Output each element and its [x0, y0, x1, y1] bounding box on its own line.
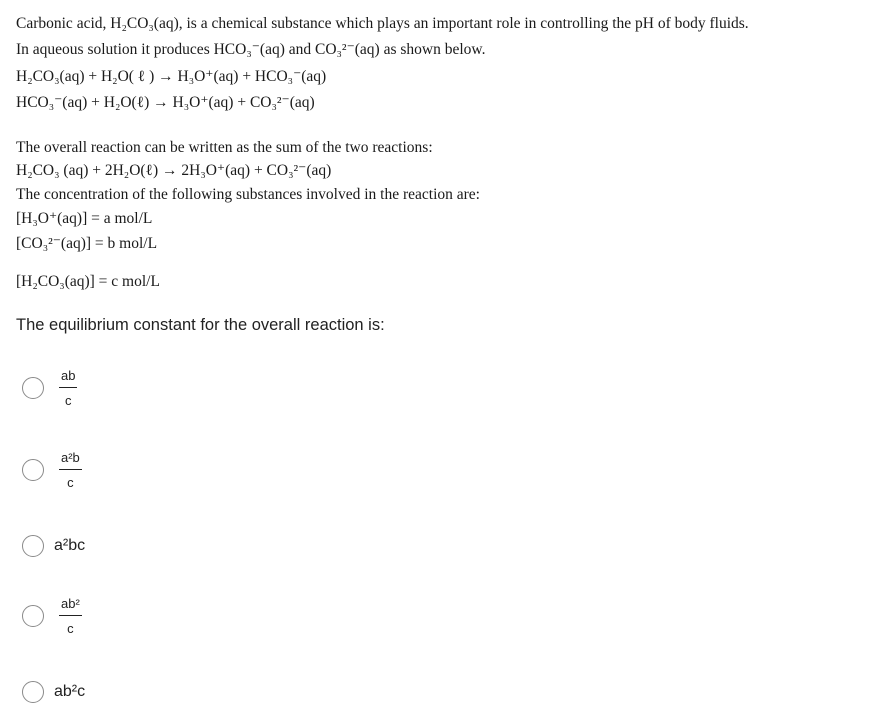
fraction [56, 596, 85, 636]
option-text: a²bc [54, 537, 86, 554]
fraction [56, 368, 80, 408]
answer-option-1[interactable] [22, 368, 80, 408]
denominator: c [64, 393, 72, 408]
radio-button[interactable] [22, 377, 44, 399]
answer-option-3[interactable] [22, 535, 85, 557]
option-text: ab²c [54, 683, 86, 700]
intro-line-2: In aqueous solution it produces HCO₃⁻(aq) and CO₃²⁻(aq) as shown below. [16, 41, 486, 58]
radio-button[interactable] [22, 459, 44, 481]
numerator: a²b [61, 450, 80, 465]
overall-reaction: H₂CO₃ (aq) + 2H₂O(ℓ) → 2H₃O⁺(aq) + CO₃²⁻(aq) [16, 162, 332, 179]
concentration-h2co3: [H₂CO₃(aq)] = c mol/L [16, 273, 160, 290]
concentration-co3: [CO₃²⁻(aq)] = b mol/L [16, 235, 158, 252]
numerator: ab² [61, 596, 80, 611]
radio-button[interactable] [22, 605, 44, 627]
denominator: c [67, 475, 74, 490]
reaction-1: H₂CO₃(aq) + H₂O( ℓ ) → H₃O⁺(aq) + HCO₃⁻(aq) [16, 68, 327, 85]
overall-intro: The overall reaction can be written as the sum of the two reactions: [16, 139, 433, 156]
question-prompt: The equilibrium constant for the overall reaction is: [16, 316, 385, 334]
denominator: c [67, 621, 74, 636]
intro-line-1: Carbonic acid, H₂CO₃(aq), is a chemical substance which plays an important role in controlling the pH of body fluids. [16, 15, 749, 32]
radio-button[interactable] [22, 681, 44, 703]
concentration-h3o: [H₃O⁺(aq)] = a mol/L [16, 210, 153, 227]
fraction [56, 450, 85, 490]
answer-option-2[interactable] [22, 450, 85, 490]
concentration-intro: The concentration of the following substances involved in the reaction are: [16, 186, 480, 203]
answer-option-4[interactable] [22, 596, 85, 636]
numerator: ab [61, 368, 76, 383]
reaction-2: HCO₃⁻(aq) + H₂O(ℓ) → H₃O⁺(aq) + CO₃²⁻(aq) [16, 94, 315, 111]
radio-button[interactable] [22, 535, 44, 557]
answer-option-5[interactable] [22, 681, 85, 703]
